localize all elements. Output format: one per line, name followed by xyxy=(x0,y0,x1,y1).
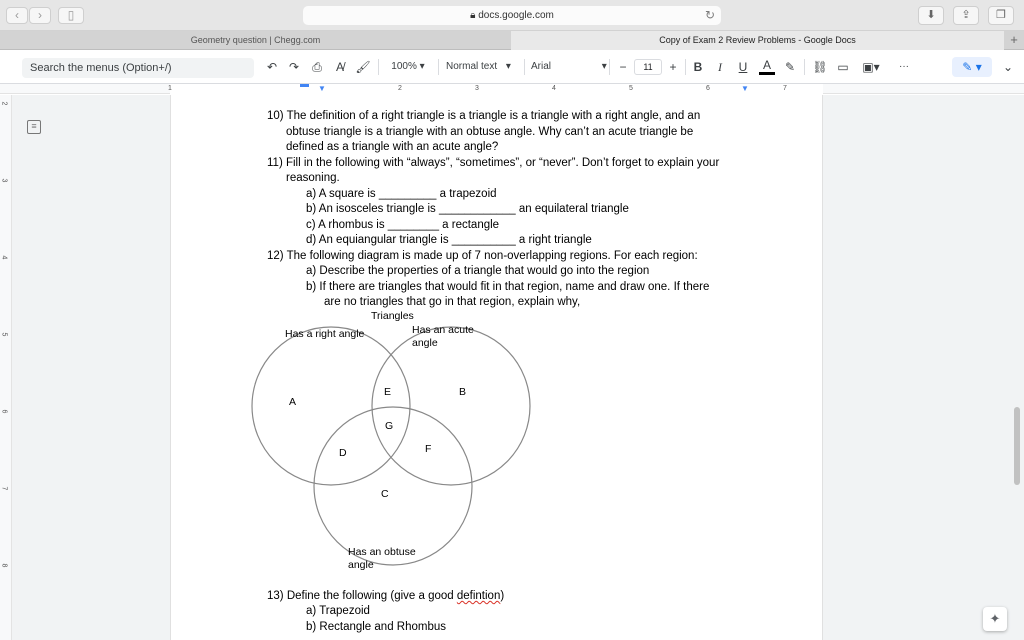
ruler-number: 8 xyxy=(0,563,8,568)
print-icon[interactable]: ⎙ xyxy=(312,60,322,74)
horizontal-ruler[interactable] xyxy=(0,84,1024,94)
q13-item-b: b) Rectangle and Rhombus xyxy=(306,621,446,633)
ruler-number: 4 xyxy=(0,255,8,260)
explore-icon: ✦ xyxy=(989,611,1001,626)
toolbar-divider xyxy=(804,59,805,75)
vertical-scrollbar[interactable] xyxy=(1014,407,1020,485)
underline-button[interactable]: U xyxy=(738,60,748,74)
q12-item-a: a) Describe the properties of a triangle that would go into the region xyxy=(306,265,650,277)
region-b: B xyxy=(459,386,467,398)
ruler-number: 4 xyxy=(552,85,556,92)
bold-button[interactable]: B xyxy=(693,60,703,74)
reload-icon[interactable]: ↻ xyxy=(704,8,715,22)
more-options-button[interactable]: ··· xyxy=(899,61,909,72)
right-indent-marker[interactable]: ▼ xyxy=(741,84,749,93)
chevron-right-icon: › xyxy=(38,8,42,22)
misspelled-word[interactable]: defintion xyxy=(456,590,501,602)
first-line-indent-marker[interactable] xyxy=(300,84,309,87)
paint-format-icon[interactable]: 🖌︎ xyxy=(355,60,371,74)
ruler-number: 3 xyxy=(0,178,8,183)
venn-diagram xyxy=(251,310,533,575)
q10-line-1: 10) The definition of a right triangle is a triangle is a triangle with a right angle, and an xyxy=(267,110,701,122)
spellcheck-icon[interactable]: A̸ xyxy=(335,60,344,74)
document-outline-icon[interactable]: ≡ xyxy=(27,120,41,134)
url-text: docs.google.com xyxy=(478,10,554,21)
ruler-number: 7 xyxy=(0,486,8,491)
q11-item-a: a) A square is _________ a trapezoid xyxy=(306,188,497,200)
toolbar-divider xyxy=(685,59,686,75)
region-f: F xyxy=(425,443,432,455)
tab-chegg[interactable]: Geometry question | Chegg.com xyxy=(190,35,321,45)
comment-icon[interactable]: ▭ xyxy=(837,60,849,74)
caret-down-icon: ▾ xyxy=(601,61,607,72)
ruler-page-area xyxy=(170,84,823,94)
q11-item-b: b) An isosceles triangle is ____________ an equilateral triangle xyxy=(306,203,629,215)
plus-icon: + xyxy=(1010,32,1018,47)
toolbar-divider xyxy=(609,59,610,75)
redo-icon[interactable]: ↷ xyxy=(288,60,300,74)
browser-titlebar xyxy=(0,0,1024,31)
label-obtuse-line-2: angle xyxy=(348,559,374,571)
link-icon[interactable]: ⛓︎ xyxy=(812,60,828,74)
new-tab-button[interactable] xyxy=(1004,31,1024,50)
q11-line-2: reasoning. xyxy=(286,172,340,184)
caret-down-icon: ▾ xyxy=(505,61,511,72)
label-acute-line-1: Has an acute xyxy=(412,324,474,336)
forward-button[interactable] xyxy=(29,7,51,24)
address-bar[interactable] xyxy=(303,6,721,25)
explore-button[interactable] xyxy=(983,607,1007,631)
lock-icon: 🔒︎ xyxy=(470,10,476,21)
venn-circles xyxy=(251,310,533,575)
sidebar-icon: ▯ xyxy=(67,8,75,22)
circle-right-angle xyxy=(252,327,410,485)
sidebar-toggle-button[interactable] xyxy=(58,7,84,24)
q11-item-c: c) A rhombus is ________ a rectangle xyxy=(306,219,500,231)
caret-down-icon: ▾ xyxy=(975,60,982,74)
text-color-button[interactable]: A xyxy=(759,58,775,75)
ruler-number: 1 xyxy=(168,85,172,92)
ruler-number: 2 xyxy=(398,85,402,92)
ruler-number: 5 xyxy=(629,85,633,92)
back-button[interactable] xyxy=(6,7,28,24)
region-d: D xyxy=(339,447,347,459)
downloads-button[interactable] xyxy=(918,6,944,25)
region-g: G xyxy=(385,420,394,432)
q10-line-3: defined as a triangle with an acute angle? xyxy=(286,141,499,153)
label-right-angle: Has a right angle xyxy=(285,328,365,340)
chevron-up-icon[interactable]: ⌄ xyxy=(1002,60,1014,74)
tab-overview-button[interactable] xyxy=(988,6,1014,25)
q11-line-1: 11) Fill in the following with “always”, “sometimes”, or “never”. Don’t forget to explain your xyxy=(267,157,720,169)
docs-toolbar xyxy=(0,50,1024,84)
chevron-left-icon: ‹ xyxy=(15,8,19,22)
document-page[interactable] xyxy=(170,95,823,640)
ruler-number: 3 xyxy=(475,85,479,92)
ruler-number: 2 xyxy=(0,101,8,106)
ruler-number: 5 xyxy=(0,332,8,337)
share-icon: ⇪ xyxy=(961,9,971,21)
toolbar-divider xyxy=(438,59,439,75)
ruler-number: 6 xyxy=(706,85,710,92)
q12-item-b-cont: are no triangles that go in that region, explain why, xyxy=(324,296,581,308)
q13-item-a: a) Trapezoid xyxy=(306,605,370,617)
q11-item-d: d) An equiangular triangle is __________ a right triangle xyxy=(306,234,592,246)
pencil-icon: ✎ xyxy=(962,60,973,74)
vertical-ruler[interactable] xyxy=(0,95,12,640)
q12-item-b: b) If there are triangles that would fit in that region, name and draw one. If there xyxy=(306,281,710,293)
venn-title: Triangles xyxy=(371,310,414,322)
label-obtuse-line-1: Has an obtuse xyxy=(348,546,416,558)
tab-google-docs[interactable]: Copy of Exam 2 Review Problems - Google Docs xyxy=(511,31,1004,50)
region-e: E xyxy=(384,386,392,398)
font-select[interactable]: Arial ▾ xyxy=(531,61,607,72)
search-menus-input[interactable]: Search the menus (Option+/) xyxy=(22,58,254,78)
download-icon: ⬇ xyxy=(926,9,936,21)
italic-button[interactable]: I xyxy=(718,60,722,74)
left-indent-marker[interactable]: ▼ xyxy=(318,84,326,93)
font-size-input[interactable]: 11 xyxy=(634,59,662,75)
caret-down-icon: ▾ xyxy=(419,61,425,72)
editing-mode-button[interactable] xyxy=(952,57,992,77)
toolbar-divider xyxy=(378,59,379,75)
tabs-icon: ❐ xyxy=(996,9,1006,21)
region-c: C xyxy=(381,488,389,500)
share-button[interactable] xyxy=(953,6,979,25)
circle-acute-angle xyxy=(372,327,530,485)
decrease-font-size-button[interactable]: − xyxy=(619,60,627,74)
tab-bar xyxy=(0,31,1024,50)
paragraph-style-select[interactable]: Normal text ▾ xyxy=(446,61,511,72)
increase-font-size-button[interactable]: + xyxy=(669,60,677,74)
q13-line: 13) Define the following (give a good defintion) xyxy=(267,590,505,602)
q10-line-2: obtuse triangle is a triangle with an obtuse angle. Why can’t an acute triangle be xyxy=(286,126,694,138)
undo-icon[interactable]: ↶ xyxy=(266,60,278,74)
label-acute-line-2: angle xyxy=(412,337,438,349)
ruler-number: 6 xyxy=(0,409,8,414)
q12-line: 12) The following diagram is made up of 7 non-overlapping regions. For each region: xyxy=(267,250,698,262)
ruler-number: 7 xyxy=(783,85,787,92)
region-a: A xyxy=(289,396,297,408)
highlight-icon[interactable]: ✎ xyxy=(784,60,796,74)
document-canvas xyxy=(0,95,1024,640)
insert-image-icon[interactable]: ▣▾ xyxy=(862,60,880,74)
zoom-select[interactable]: 100% ▾ xyxy=(391,61,425,72)
toolbar-divider xyxy=(524,59,525,75)
